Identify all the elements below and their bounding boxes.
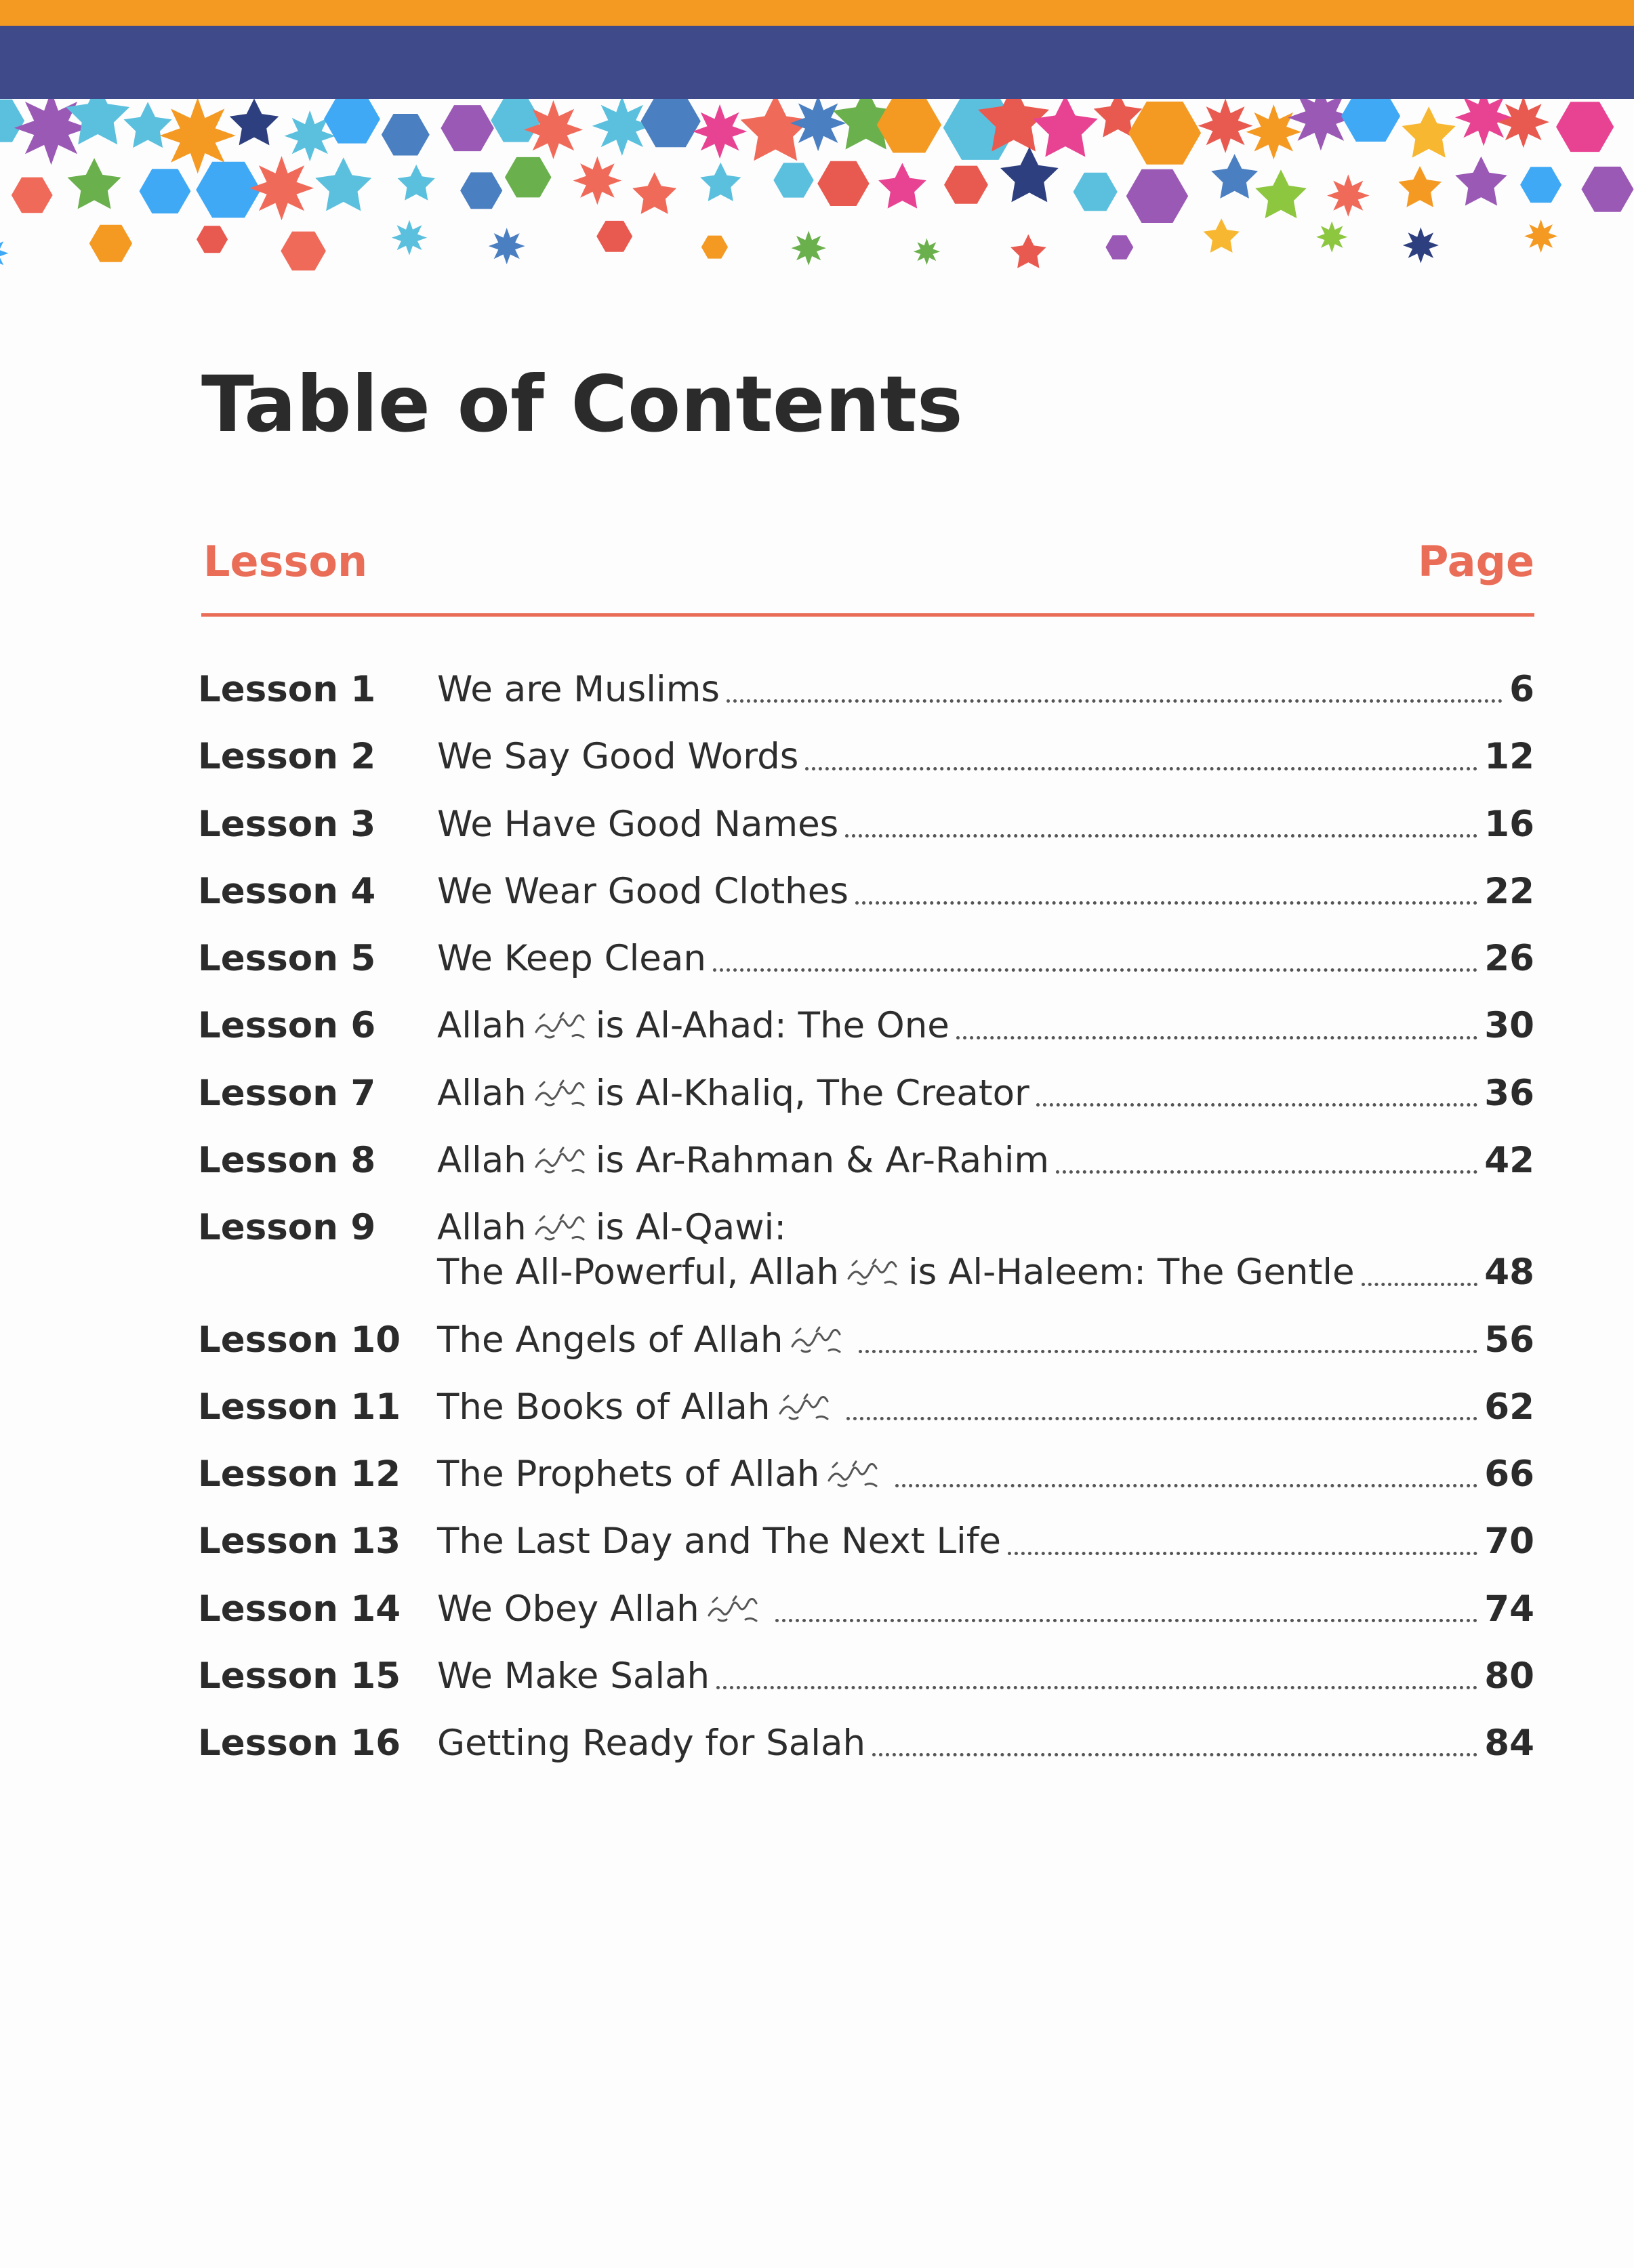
lesson-label: Lesson 14 — [198, 1588, 401, 1630]
lesson-label: Lesson 12 — [198, 1453, 401, 1495]
lesson-label: Lesson 2 — [198, 736, 376, 778]
pattern-shape — [1520, 167, 1561, 203]
lesson-title-text: We Have Good Names — [437, 803, 839, 845]
pattern-shape — [398, 165, 435, 201]
lesson-title-text: We Keep Clean — [437, 938, 706, 979]
page-number: 30 — [1484, 1005, 1534, 1047]
pattern-shape — [1033, 99, 1098, 157]
pattern-shape — [877, 99, 941, 153]
page-number: 56 — [1484, 1319, 1534, 1361]
entry — [437, 1004, 1534, 1048]
pattern-shape — [1204, 218, 1240, 253]
dot-leader — [1056, 1170, 1477, 1174]
lesson-title-text: The Prophets of Allah — [437, 1453, 820, 1495]
lesson-title-text: is Al-Qawi: — [595, 1207, 787, 1248]
toc-entry — [198, 1205, 1534, 1296]
lesson-title-text: We Say Good Words — [437, 736, 799, 778]
lesson-label: Lesson 9 — [198, 1207, 376, 1248]
page-number: 12 — [1484, 736, 1534, 778]
column-header-lesson: Lesson — [203, 537, 368, 586]
pattern-shape — [392, 220, 427, 255]
lesson-label: Lesson 16 — [198, 1723, 401, 1764]
lesson-title-text: is Ar-Rahman & Ar-Rahim — [595, 1139, 1050, 1181]
dot-leader — [895, 1484, 1477, 1487]
lesson-label: Lesson 11 — [198, 1386, 401, 1428]
lesson-title — [437, 667, 720, 712]
pattern-shape — [1327, 174, 1369, 216]
lesson-title-text: is Al-Khaliq, The Creator — [595, 1072, 1029, 1114]
swt-calligraphy-icon — [790, 1321, 845, 1352]
page-number: 6 — [1509, 669, 1534, 710]
page-number: 62 — [1484, 1386, 1534, 1428]
lesson-title-text: Allah — [437, 1005, 527, 1047]
lesson-label: Lesson 10 — [198, 1319, 401, 1361]
lesson-label: Lesson 5 — [198, 938, 376, 979]
page-number: 16 — [1484, 803, 1534, 845]
swt-calligraphy-icon — [826, 1455, 882, 1486]
swt-calligraphy-icon — [706, 1590, 762, 1621]
lesson-label: Lesson 8 — [198, 1139, 376, 1181]
pattern-shape — [0, 236, 9, 270]
toc-list — [198, 667, 1534, 1788]
lesson-title-text: Allah — [437, 1207, 527, 1248]
pattern-shape — [1556, 102, 1614, 152]
lesson-title — [437, 735, 798, 779]
swt-calligraphy-icon — [533, 1074, 589, 1105]
pattern-shape — [944, 166, 988, 204]
toc-entry — [198, 869, 1534, 914]
pattern-shape — [315, 157, 371, 211]
page-number: 42 — [1484, 1139, 1534, 1181]
toc-entry — [198, 1385, 1534, 1430]
lesson-title-text: Allah — [437, 1072, 527, 1114]
dot-leader — [855, 901, 1477, 905]
lesson-title — [437, 1654, 710, 1699]
pattern-shape — [792, 231, 826, 266]
pattern-shape — [1524, 220, 1557, 253]
pattern-shape — [1255, 169, 1307, 218]
entry — [437, 1385, 1534, 1430]
lesson-title — [437, 802, 838, 847]
dot-leader — [845, 834, 1477, 838]
pattern-shape — [505, 157, 552, 198]
pattern-shape — [1288, 99, 1353, 150]
swt-calligraphy-icon — [846, 1253, 901, 1284]
toc-entry — [198, 1071, 1534, 1116]
pattern-shape — [632, 172, 676, 214]
lesson-title-text: Allah — [437, 1139, 527, 1181]
pattern-shape — [441, 105, 494, 151]
dot-leader — [713, 968, 1477, 972]
lesson-title-text: We Make Salah — [437, 1655, 710, 1697]
toc-entry — [198, 1721, 1534, 1766]
entry — [437, 667, 1534, 712]
pattern-shape — [641, 99, 701, 147]
entry — [437, 1587, 1534, 1632]
lesson-title-text: We Obey Allah — [437, 1588, 699, 1630]
pattern-shape — [1198, 99, 1253, 153]
lesson-label: Lesson 13 — [198, 1521, 401, 1563]
entry — [437, 1519, 1534, 1564]
pattern-shape — [592, 99, 652, 156]
pattern-shape — [89, 225, 132, 262]
pattern-shape — [914, 239, 940, 265]
lesson-title-text: is Al-Ahad: The One — [595, 1005, 949, 1047]
pattern-shape — [281, 232, 326, 271]
lesson-label: Lesson 1 — [198, 669, 376, 710]
entry — [437, 869, 1534, 914]
toc-entry — [198, 735, 1534, 779]
pattern-shape — [249, 156, 314, 220]
pattern-shape — [1105, 235, 1133, 260]
pattern-shape — [197, 226, 228, 253]
lesson-title-text: We are Muslims — [437, 669, 720, 710]
pattern-shape — [1341, 99, 1400, 142]
lesson-label: Lesson 6 — [198, 1005, 376, 1047]
entry — [437, 735, 1534, 779]
swt-calligraphy-icon — [777, 1388, 833, 1419]
lesson-title — [437, 1318, 852, 1363]
lesson-title — [437, 936, 706, 981]
page-number: 84 — [1484, 1723, 1534, 1764]
header-rule — [201, 613, 1534, 617]
lesson-label: Lesson 7 — [198, 1072, 376, 1114]
page-number: 26 — [1484, 938, 1534, 979]
entry — [437, 1452, 1534, 1497]
pattern-shape — [491, 99, 541, 142]
swt-calligraphy-icon — [533, 1208, 589, 1239]
lesson-title — [437, 1587, 769, 1632]
pattern-shape — [382, 114, 430, 156]
lesson-label: Lesson 3 — [198, 803, 376, 845]
page-number: 70 — [1484, 1521, 1534, 1563]
dot-leader — [1008, 1552, 1477, 1555]
dot-leader — [805, 767, 1477, 770]
pattern-shape — [124, 102, 172, 148]
column-header-page: Page — [1417, 537, 1534, 586]
lesson-title-text: The Last Day and The Next Life — [437, 1521, 1001, 1563]
page-number: 22 — [1484, 870, 1534, 912]
dot-leader — [775, 1619, 1478, 1622]
pattern-shape — [693, 104, 747, 159]
pattern-shape — [1498, 99, 1549, 148]
pattern-shape — [68, 158, 121, 209]
dot-leader — [859, 1350, 1477, 1353]
lesson-title-text: The All-Powerful, Allah — [437, 1252, 839, 1294]
lesson-title — [437, 1385, 840, 1430]
toc-entry — [198, 936, 1534, 981]
pattern-shape — [773, 163, 813, 197]
toc-entry — [198, 1138, 1534, 1183]
swt-calligraphy-icon — [533, 1006, 589, 1037]
pattern-shape — [1000, 147, 1059, 202]
lesson-title — [437, 1207, 786, 1248]
lesson-title — [437, 1071, 1029, 1116]
lesson-title-text: The Books of Allah — [437, 1386, 771, 1428]
pattern-shape — [700, 163, 741, 201]
toc-entry — [198, 1318, 1534, 1363]
pattern-shape — [1581, 167, 1633, 212]
swt-calligraphy-icon — [533, 1141, 589, 1172]
lesson-title — [437, 1452, 889, 1497]
geometric-star-pattern — [0, 99, 1634, 295]
dot-leader — [872, 1753, 1477, 1756]
lesson-title — [437, 1250, 1355, 1295]
toc-entry — [198, 1004, 1534, 1048]
pattern-shape — [596, 221, 632, 252]
page-number: 80 — [1484, 1655, 1534, 1697]
lesson-title — [437, 1721, 865, 1766]
pattern-shape — [1246, 104, 1301, 159]
page-number: 74 — [1484, 1588, 1534, 1630]
toc-entry — [198, 1587, 1534, 1632]
lesson-label: Lesson 4 — [198, 870, 376, 912]
page-number: 48 — [1484, 1252, 1534, 1294]
page-number: 66 — [1484, 1453, 1534, 1495]
entry — [437, 1071, 1534, 1116]
lesson-title — [437, 1519, 1001, 1564]
pattern-shape — [878, 163, 926, 209]
entry — [437, 1205, 1534, 1296]
entry — [437, 1318, 1534, 1363]
pattern-shape — [1211, 154, 1258, 199]
top-blue-band — [0, 26, 1634, 99]
lesson-label: Lesson 15 — [198, 1655, 401, 1697]
toc-entry — [198, 1654, 1534, 1699]
lesson-title-text: The Angels of Allah — [437, 1319, 783, 1361]
pattern-shape — [524, 100, 583, 159]
toc-entry — [198, 1452, 1534, 1497]
entry — [437, 802, 1534, 847]
pattern-shape — [0, 100, 24, 142]
pattern-shape — [1455, 157, 1507, 206]
toc-entry — [198, 1519, 1534, 1564]
pattern-shape — [701, 236, 728, 259]
entry — [437, 1654, 1534, 1699]
pattern-shape — [460, 172, 502, 209]
page-title: Table of Contents — [201, 359, 963, 449]
pattern-shape — [1403, 227, 1439, 263]
dot-leader — [1036, 1103, 1477, 1107]
pattern-shape — [140, 169, 191, 213]
pattern-shape — [1316, 222, 1347, 253]
lesson-title — [437, 1138, 1049, 1183]
pattern-shape — [573, 157, 622, 205]
entry — [437, 1138, 1534, 1183]
pattern-shape — [790, 99, 846, 151]
lesson-title-text: We Wear Good Clothes — [437, 870, 849, 912]
pattern-shape — [230, 99, 279, 145]
pattern-shape — [196, 162, 261, 218]
pattern-shape — [1398, 166, 1442, 207]
dot-leader — [1362, 1283, 1478, 1286]
pattern-shape — [12, 178, 53, 213]
pattern-shape — [817, 161, 869, 206]
dot-leader — [846, 1417, 1478, 1420]
top-orange-band — [0, 0, 1634, 26]
lesson-title-text: is Al-Haleem: The Gentle — [907, 1252, 1355, 1294]
toc-entry — [198, 667, 1534, 712]
pattern-shape — [1010, 234, 1046, 268]
pattern-shape — [1074, 173, 1118, 211]
pattern-shape — [1402, 106, 1456, 157]
toc-entry — [198, 802, 1534, 847]
dot-leader — [956, 1036, 1477, 1039]
entry — [437, 1721, 1534, 1766]
lesson-title — [437, 1004, 949, 1048]
page-number: 36 — [1484, 1072, 1534, 1114]
pattern-shape — [489, 228, 525, 264]
dot-leader — [716, 1686, 1477, 1689]
lesson-title-text: Getting Ready for Salah — [437, 1723, 866, 1764]
entry — [437, 936, 1534, 981]
pattern-shape — [741, 99, 811, 161]
pattern-shape — [66, 99, 129, 144]
pattern-shape — [1126, 169, 1189, 223]
lesson-title — [437, 869, 849, 914]
dot-leader — [727, 699, 1503, 703]
